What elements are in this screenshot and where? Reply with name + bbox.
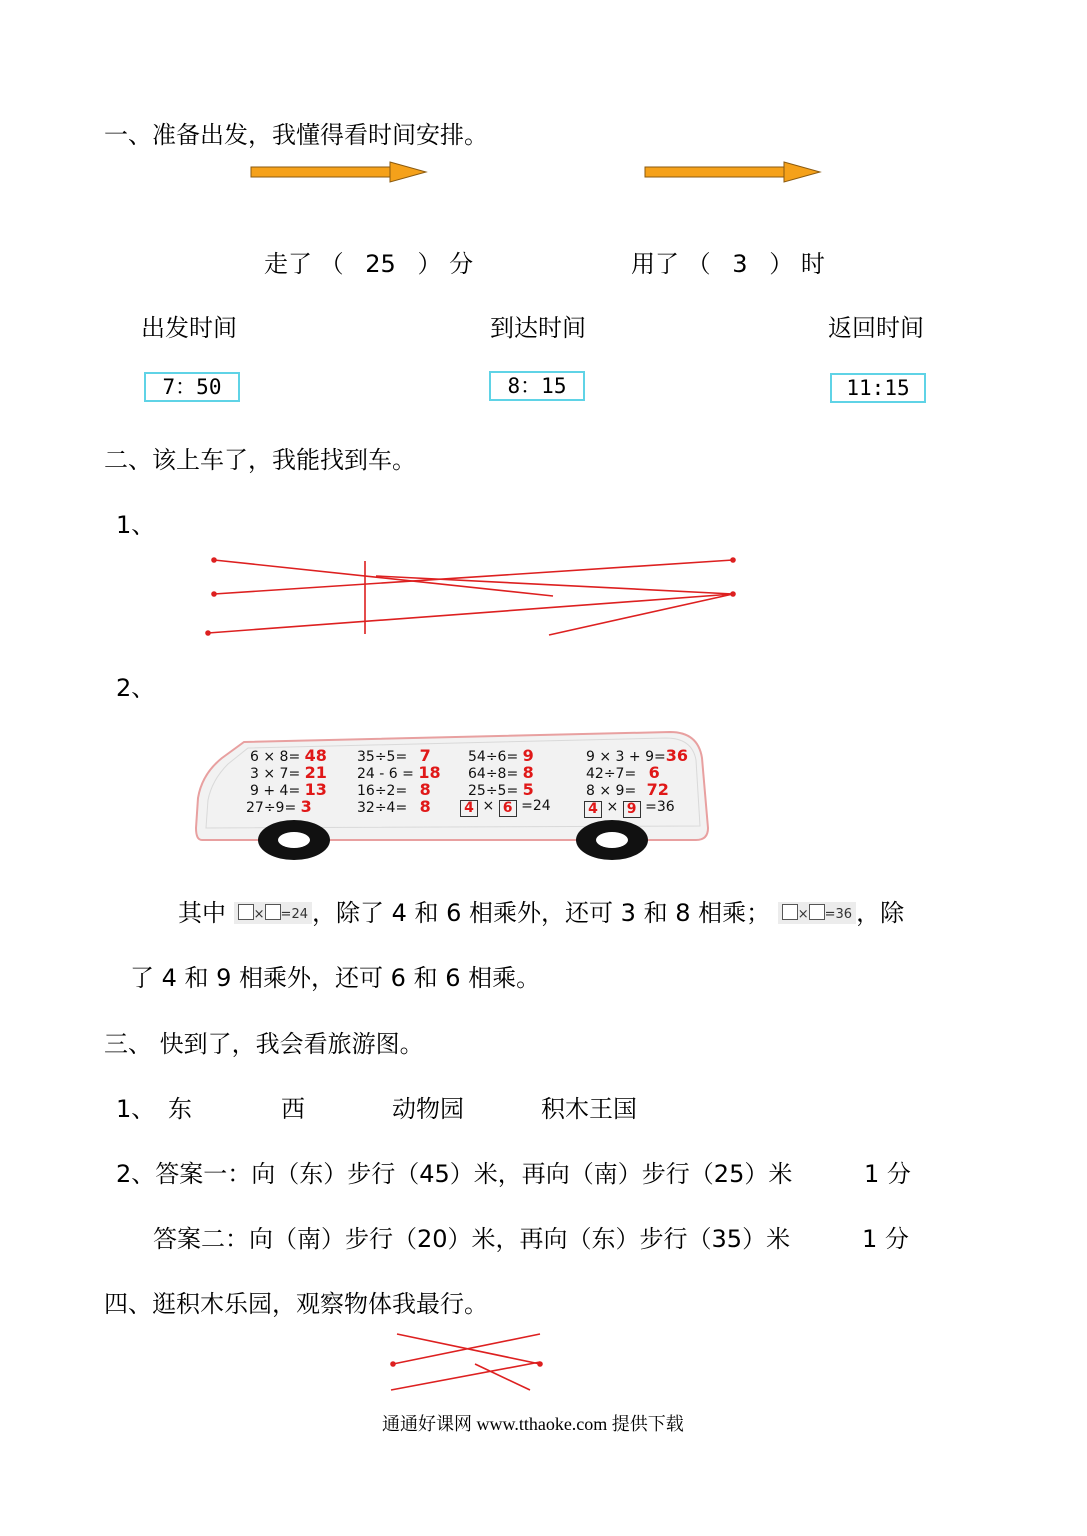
used-label: 用了 — [631, 250, 679, 278]
section1-heading: 一、准备出发，我懂得看时间安排。 — [104, 121, 488, 149]
answer-west: 西 — [281, 1095, 305, 1123]
arrive-time-box: 8：15 — [489, 371, 585, 401]
bus-eq: 35÷5= 7 — [357, 746, 431, 765]
bus-explanation-line1 — [178, 893, 904, 928]
arrow-icon-walked — [250, 160, 430, 184]
answer-box: 6 — [499, 800, 517, 817]
walked-duration — [264, 244, 473, 279]
bus-eq: 54÷6= 9 — [468, 746, 534, 765]
answer-box: 9 — [623, 801, 641, 818]
blank-equation-36: × =36 — [778, 902, 856, 924]
answer-route-1: 2、答案一：向（东）步行（45）米，再向（南）步行（25）米 — [116, 1160, 793, 1188]
bus-eq: 25÷5= 5 — [468, 780, 534, 799]
depart-label: 出发时间 — [141, 314, 237, 342]
note-mid: ，除了 4 和 6 相乘外，还可 3 和 8 相乘； — [311, 899, 771, 927]
paren-close: ） — [769, 250, 794, 278]
paren-open: （ — [319, 250, 344, 278]
section2-item1-number: 1、 — [116, 511, 156, 539]
section3-heading: 三、 快到了，我会看旅游图。 — [104, 1030, 424, 1058]
bus-eq: 9 + 4= 13 — [250, 780, 327, 799]
answer-route-2: 答案二：向（南）步行（20）米，再向（东）步行（35）米 — [153, 1225, 791, 1253]
answer-zoo: 动物园 — [392, 1095, 464, 1123]
answer-east: 东 — [168, 1095, 192, 1123]
answer-box: 4 — [584, 801, 602, 818]
matching-lines-drawing — [200, 550, 745, 645]
paren-close: ） — [417, 250, 442, 278]
footer-text: 通通好课网 www.tthaoke.com 提供下载 — [382, 1414, 684, 1434]
section4-heading: 四、逛积木乐园，观察物体我最行。 — [104, 1290, 488, 1318]
arrive-label: 到达时间 — [490, 314, 586, 342]
note-prefix: 其中 — [178, 899, 226, 927]
bus-eq: 8 × 9= 72 — [586, 780, 669, 799]
bus-wheel-icon — [254, 818, 334, 862]
section2-heading: 二、该上车了，我能找到车。 — [104, 446, 416, 474]
arrow-icon-used — [644, 160, 824, 184]
bus-eq: 3 × 7= 21 — [250, 763, 327, 782]
observation-matching-lines — [385, 1328, 550, 1393]
bus-eq: 16÷2= 8 — [357, 780, 431, 799]
bus-eq: 24 - 6 = 18 — [357, 763, 441, 782]
bus-box-eq: 4 × 9 =36 — [584, 799, 675, 818]
used-unit: 时 — [800, 250, 825, 278]
bus-box-eq: 4 × 6 =24 — [460, 798, 551, 817]
section2-item2-number: 2、 — [116, 674, 156, 702]
answer-block-kingdom: 积木王国 — [541, 1095, 637, 1123]
walked-value: 25 — [365, 250, 396, 278]
depart-time-box: 7：50 — [144, 372, 240, 402]
bus-eq: 64÷8= 8 — [468, 763, 534, 782]
bus-wheel-icon — [572, 818, 652, 862]
score-2: 1 分 — [862, 1225, 909, 1253]
bus-eq: 27÷9= 3 — [246, 797, 312, 816]
bus-eq: 42÷7= 6 — [586, 763, 660, 782]
walked-unit: 分 — [449, 250, 474, 278]
used-value: 3 — [732, 250, 748, 278]
note-tail: ，除 — [856, 899, 905, 927]
bus-explanation-line2: 了 4 和 9 相乘外，还可 6 和 6 相乘。 — [130, 964, 541, 992]
bus-eq: 9 × 3 + 9=36 — [586, 746, 688, 765]
used-duration — [631, 244, 825, 279]
answer-box: 4 — [460, 800, 478, 817]
walked-label: 走了 — [264, 250, 312, 278]
return-time-box: 11:15 — [830, 373, 926, 403]
paren-open: （ — [686, 250, 711, 278]
bus-eq: 6 × 8= 48 — [250, 746, 327, 765]
bus-eq: 32÷4= 8 — [357, 797, 431, 816]
section3-item1-number: 1、 — [116, 1095, 156, 1123]
blank-equation-24: × =24 — [234, 902, 312, 924]
return-label: 返回时间 — [828, 314, 924, 342]
score-1: 1 分 — [864, 1160, 911, 1188]
